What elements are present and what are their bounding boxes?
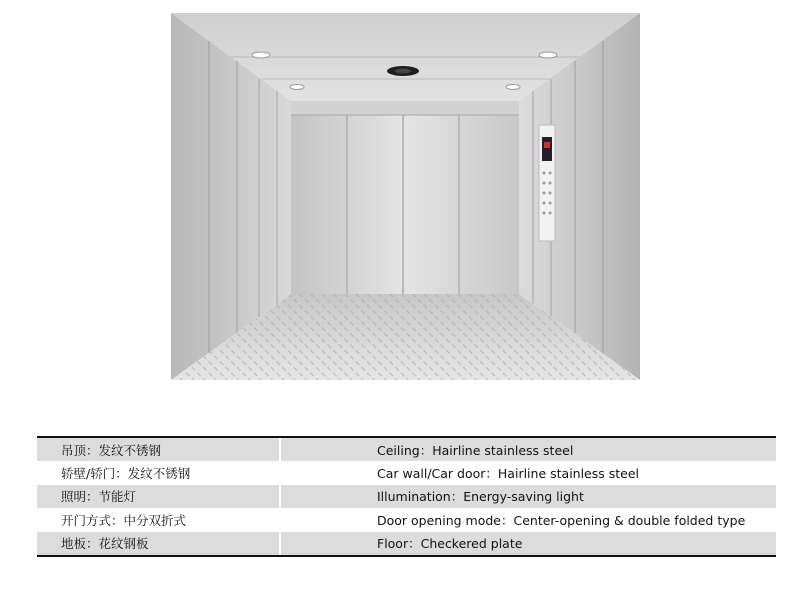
spec-label-cn: 吊顶：发纹不锈钢 [61, 442, 162, 458]
spec-label-en: Floor：Checkered plate [377, 536, 523, 552]
spec-row-illumination [37, 485, 776, 508]
spec-label-en: Door opening mode：Center-opening & double folded type [377, 512, 746, 528]
table-bottom-rule [37, 555, 776, 557]
spec-label-cn: 开门方式：中分双折式 [61, 512, 187, 528]
spec-row-floor [37, 532, 776, 555]
spec-label-en: Ceiling：Hairline stainless steel [377, 442, 574, 458]
spec-label-en: Car wall/Car door：Hairline stainless steel [377, 466, 640, 482]
spec-label-cn: 照明：节能灯 [61, 489, 137, 505]
spec-label-cn: 轿壁/轿门：发纹不锈钢 [61, 466, 191, 482]
spec-table [37, 436, 776, 557]
spec-row-ceiling [37, 438, 776, 461]
spec-row-door-opening [37, 508, 776, 531]
spec-label-cn: 地板：花纹钢板 [61, 536, 149, 552]
spec-label-en: Illumination：Energy-saving light [377, 489, 584, 505]
spec-row-car-wall [37, 461, 776, 484]
elevator-photo [171, 13, 640, 380]
